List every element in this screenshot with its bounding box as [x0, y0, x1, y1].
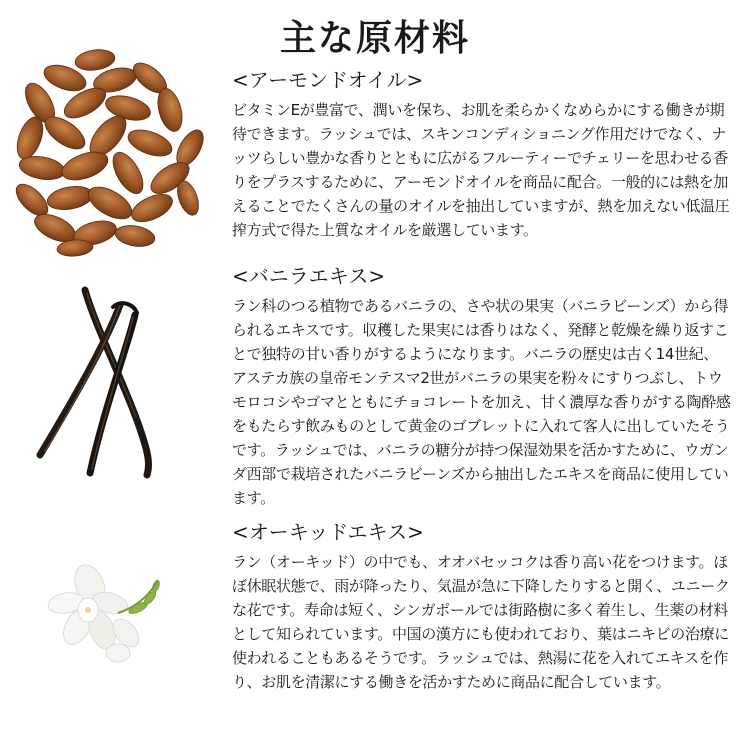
almonds-icon	[10, 48, 215, 258]
almond-oil-section	[232, 66, 732, 242]
vanilla-extract-heading: <バニラエキス>	[232, 264, 386, 288]
orchid-flower-image	[38, 558, 168, 668]
vanilla-beans-image	[25, 285, 175, 480]
almonds-image	[10, 48, 215, 258]
vanilla-extract-section	[232, 262, 732, 510]
orchid-extract-section	[232, 518, 732, 694]
orchid-flower-icon	[38, 558, 168, 668]
page-title: 主な原材料	[279, 18, 470, 59]
vanilla-beans-icon	[25, 285, 175, 480]
almond-oil-description: ビタミンEが豊富で、潤いを保ち、お肌を柔らかくなめらかにする働きが期待できます。ラッシュでは、スキンコンディショニング作用だけでなく、ナッツらしい豊かな香りとともに広がるフルーティーでチェリーを思わせる香りをプラスするために、アーモンドオイルを商品に配合。一般的には熱を加えることでたくさんの量のオイルを抽出していますが、熱を加えない低温圧搾方式で得た上質なオイルを厳選しています。	[232, 101, 730, 239]
orchid-extract-description: ラン（オーキッド）の中でも、オオバセッコクは香り高い花をつけます。ほぼ休眠状態で、雨が降ったり、気温が急に下降したりすると開く、ユニークな花です。寿命は短く、シンガポールでは街路樹に多く着生し、生薬の材料として知られています。中国の漢方にも使われており、葉はニキビの治療に使われることもあるそうです。ラッシュでは、熱湯に花を入れてエキスを作り、お肌を清潔にする働きを活かすために商品に配合しています。	[232, 553, 730, 691]
vanilla-extract-description: ラン科のつる植物であるバニラの、さや状の果実（バニラビーンズ）から得られるエキスです。収穫した果実には香りはなく、発酵と乾燥を繰り返すことで独特の甘い香りがするようになります。バニラの歴史は古く14世紀、アステカ族の皇帝モンテスマ2世がバニラの果実を粉々にすりつぶし、トウモロコシやゴマとともにチョコレートを加え、甘く濃厚な香りがする陶酔感をもたらす飲みものとして黄金のゴブレットに入れて客人に出していたそうです。ラッシュでは、バニラの糖分が持つ保湿効果を活かすために、ウガンダ西部で栽培されたバニラビーンズから抽出したエキスを商品に使用しています。	[232, 297, 731, 507]
orchid-extract-heading: <オーキッドエキス>	[232, 520, 424, 544]
almond-oil-heading: <アーモンドオイル>	[232, 68, 424, 92]
